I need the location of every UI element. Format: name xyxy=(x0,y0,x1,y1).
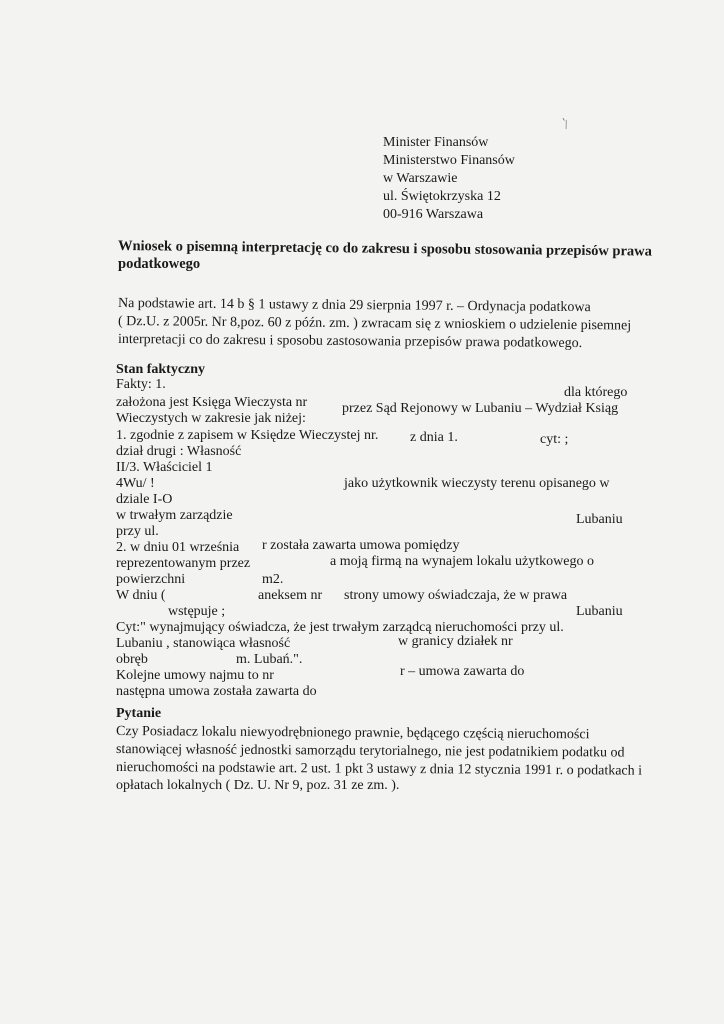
question-line: stanowiącej własność jednostki samorządu terytorialnego, nie jest podatnikiem podatku od xyxy=(115,742,625,761)
facts-line: przy ul. xyxy=(116,524,159,539)
scan-mark: `\ xyxy=(557,115,571,132)
facts-line: Wieczystych w zakresie jak niżej: xyxy=(116,411,306,426)
facts-line-right: jako użytkownik wieczysty terenu opisanego w xyxy=(344,476,610,491)
address-line: Minister Finansów xyxy=(383,135,489,150)
facts-line: W dniu ( xyxy=(116,588,166,603)
facts-line: wstępuje ; xyxy=(168,604,226,619)
address-line: Ministerstwo Finansów xyxy=(383,153,515,168)
intro-line: interpretacji co do zakresu i sposobu zastosowania przepisów prawa podatkowego. xyxy=(117,332,583,352)
question-line: nieruchomości na podstawie art. 2 ust. 1 pkt 3 ustawy z dnia 12 stycznia 1991 r. o podatkach i xyxy=(115,760,643,779)
facts-line-right: w granicy działek nr xyxy=(398,634,513,649)
question-heading: Pytanie xyxy=(116,706,162,721)
facts-line: dziale I-O xyxy=(116,492,173,507)
facts-line: powierzchni xyxy=(116,572,186,587)
facts-line-right: strony umowy oświadczaja, że w prawa xyxy=(344,588,568,603)
facts-line: reprezentowanym przez xyxy=(116,556,251,571)
facts-line-mid: z dnia 1. xyxy=(410,430,458,445)
facts-line: założona jest Księga Wieczysta nr xyxy=(116,395,308,410)
title-line: Wniosek o pisemną interpretację co do zakresu i sposobu stosowania przepisów prawa xyxy=(117,238,653,260)
facts-line: 2. w dniu 01 września xyxy=(116,540,240,555)
facts-line: 1. zgodnie z zapisem w Księdze Wieczystej nr. xyxy=(116,428,379,443)
facts-line: Fakty: 1. xyxy=(116,377,166,392)
facts-line-right: Lubaniu xyxy=(576,604,623,619)
facts-line-right: Lubaniu xyxy=(576,512,623,527)
facts-line-right: cyt: ; xyxy=(540,432,569,447)
question-line: opłatach lokalnych ( Dz. U. Nr 9, poz. 31 ze zm. ). xyxy=(116,778,400,793)
facts-line: II/3. Właściciel 1 xyxy=(116,460,213,475)
facts-line-right: m. Lubań.". xyxy=(236,652,303,667)
title-line: podatkowego xyxy=(118,256,201,272)
facts-line-right: dla którego xyxy=(564,385,628,400)
facts-line: Cyt:" wynajmujący oświadcza, że jest trwałym zarządcą nieruchomości przy ul. xyxy=(116,620,564,635)
facts-line-right: r została zawarta umowa pomiędzy xyxy=(262,538,460,553)
address-line: 00-916 Warszawa xyxy=(383,207,484,222)
facts-line: w trwałym zarządzie xyxy=(116,508,233,523)
facts-line: 4Wu/ ! xyxy=(116,476,155,491)
question-line: Czy Posiadacz lokalu niewyodrębnionego prawnie, będącego częścią nieruchomości xyxy=(115,724,590,743)
facts-line: dział drugi : Własność xyxy=(116,444,242,459)
intro-line: ( Dz.U. z 2005r. Nr 8,poz. 60 z późn. zm. ) zwracam się z wnioskiem o udzielenie pisemnej xyxy=(117,314,632,334)
address-line: w Warszawie xyxy=(383,171,458,186)
facts-line-mid: aneksem nr xyxy=(258,588,323,603)
facts-line: Kolejne umowy najmu to nr xyxy=(116,668,274,683)
intro-line: Na podstawie art. 14 b § 1 ustawy z dnia 29 sierpnia 1997 r. – Ordynacja podatkowa xyxy=(117,296,591,316)
facts-line: następna umowa została zawarta do xyxy=(116,684,317,699)
facts-line-right: przez Sąd Rejonowy w Lubaniu – Wydział Ksiąg xyxy=(342,401,619,416)
facts-line-right: r – umowa zawarta do xyxy=(400,664,525,679)
facts-heading: Stan faktyczny xyxy=(116,362,206,377)
address-line: ul. Świętokrzyska 12 xyxy=(383,189,501,204)
facts-line: obręb xyxy=(116,652,148,667)
facts-line-right: m2. xyxy=(262,572,284,587)
facts-line-right: a moją firmą na wynajem lokalu użytkowego o xyxy=(330,554,594,569)
facts-line: Lubaniu , stanowiąca własność xyxy=(116,636,291,651)
